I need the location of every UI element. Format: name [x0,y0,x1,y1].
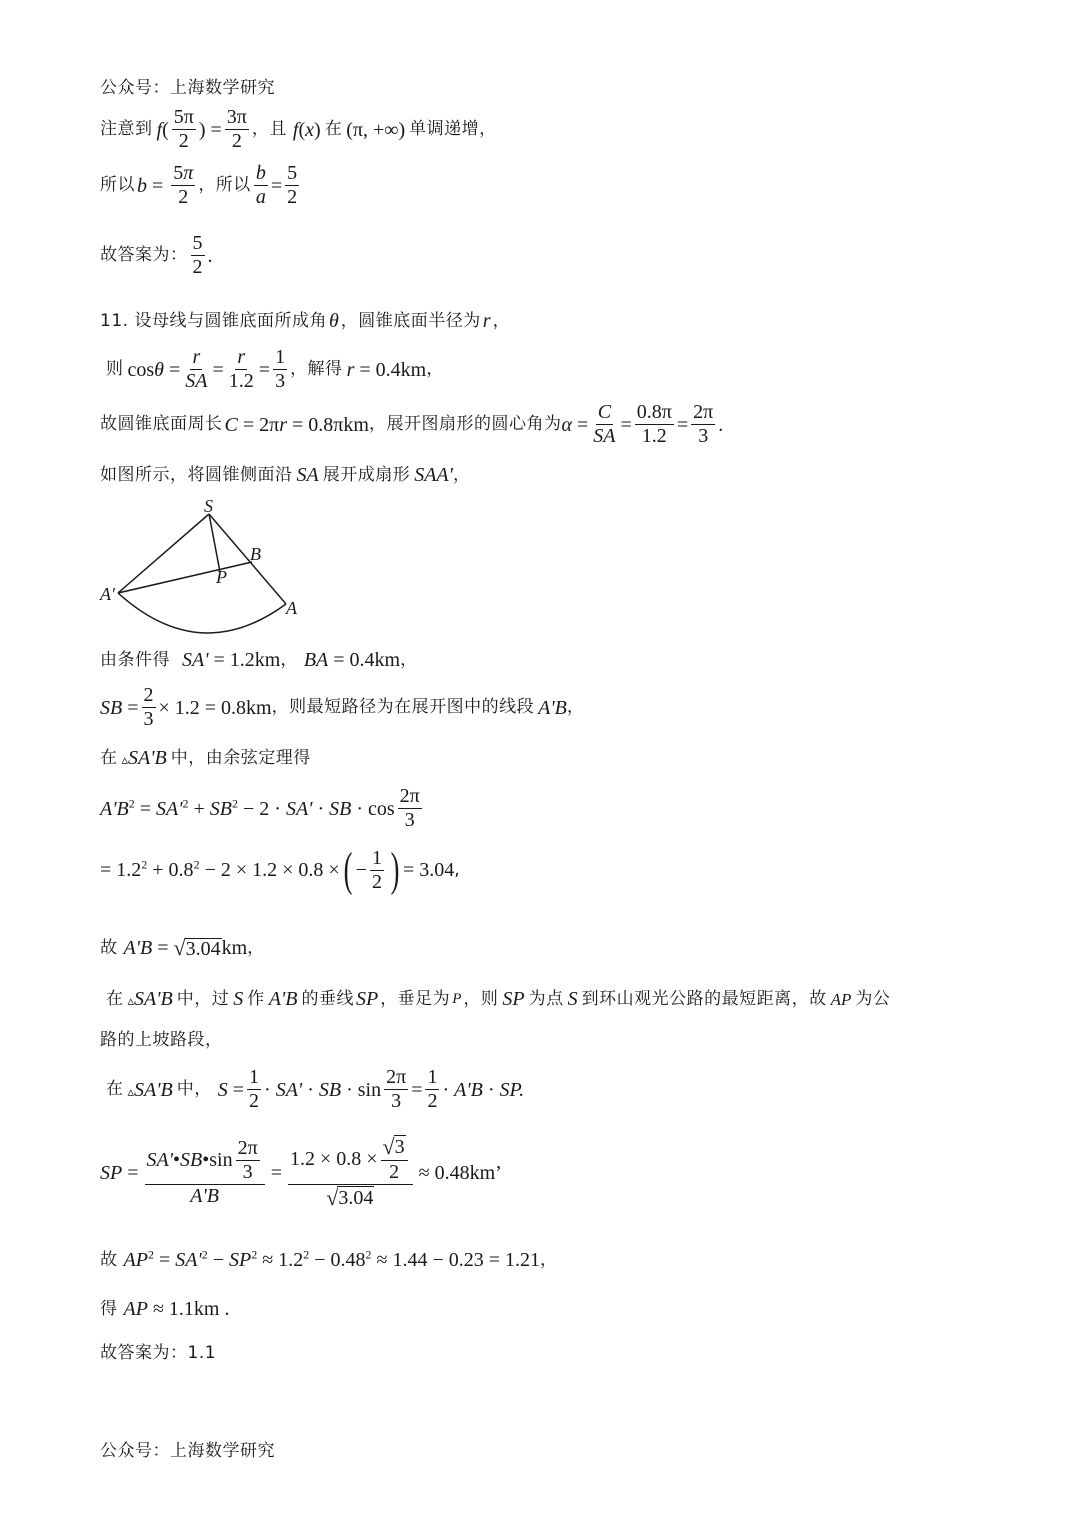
line-4: 11. 设母线与圆锥底面所成角 θ ，圆锥底面半径为 r ， [100,310,511,332]
segment-A1-B [118,562,252,593]
edge-S-A [209,514,286,604]
label-B: B [250,544,261,564]
line-13: 故 A'B = √ 3.04 km ， [100,935,265,960]
label-A-prime: A′ [100,584,115,604]
line-9: SB = $\frac{2}{3}$ × 1.2 = 0.8km ，则最短路径为在展开图中的线段 A'B ， [100,684,585,730]
header-watermark: 公众号：上海数学研究 [100,78,275,98]
line-2: 所以 b = $\frac{5\pi}{2}$ ，所以 $\frac{b}{a}$ = $\frac{5}{2}$ [100,162,298,208]
edge-S-A1 [118,514,209,593]
line-8: 由条件得 SA' = 1.2km ， BA = 0.4km ， [100,649,418,671]
line-16: 在 ▵SA'B 中， S = $\frac{1}{2}$ · SA' · SB · sin $\frac{2\pi}{3}$ = $\frac{1}{2}$ · A'B · SP. [106,1066,525,1112]
line-11: $A'B^2 = SA'^2 + SB^2 - 2 \cdot SA'$ · SB · cos $\frac{2\pi}{3}$ [100,785,420,831]
line-14: 在 ▵SA'B 中，过 S 作 A'B 的垂线 SP ，垂足为 P ，则 SP 为点 S 到环山观光公路的最短距离，故 AP 为公 [106,988,891,1010]
line-18: 故 $AP^2 = SA'^2 - SP^2 \approx 1.2^2 - 0.48^2 \approx 1.44 - 0.23 = 1.21$ ， [100,1247,558,1271]
line-17: SP = SA' • SB •sin $\frac{2\pi}{3}$ A'B = 1.2 × 0.8 × √ 3 2 √ 3.04 ≈ 0.48km’ [100,1134,502,1210]
line-12: = $1.2^2 + 0.8^2 - 2 \times 1.2 \times 0.8$ × ( − $\frac{1}{2}$ ) = 3.04 , [100,843,461,896]
perpendicular-SP [209,514,220,572]
label-S: S [204,496,213,516]
footer-watermark: 公众号：上海数学研究 [100,1441,275,1461]
line-7: 如图所示，将圆锥侧面沿 SA 展开成扇形 SAA' ， [100,464,471,486]
line-15: 路的上坡路段， [100,1030,223,1050]
label-A: A [286,598,297,618]
line-20-answer: 故答案为：1.1 [100,1343,217,1363]
line-5: 则 cosθ = $\frac{r}{SA}$ = $\frac{r}{1.2}$ = $\frac{1}{3}$ ，解得 r = 0.4km ， [106,346,444,392]
sector-figure [90,492,320,642]
label-P: P [216,567,227,587]
line-3: 故答案为： $\frac{5}{2}$ . [100,232,213,278]
line-1: 注意到 f ( $\frac{5\pi}{2}$ ) = $\frac{3\pi}{2}$ ，且 f (x) 在 (π, +∞) 单调递增， [100,106,497,152]
line-19: 得 AP ≈ 1.1km . [100,1298,230,1320]
arc-A1-A [118,593,286,633]
line-10: 在 ▵SA'B 中，由余弦定理得 [100,747,311,769]
line-6: 故圆锥底面周长 C = 2πr = 0.8πkm ，展开图扇形的圆心角为 α = $\frac{C}{SA}$ = $\frac{0.8\pi}{1.2}$ = $\frac{2\pi}{3}$ . [100,401,724,447]
